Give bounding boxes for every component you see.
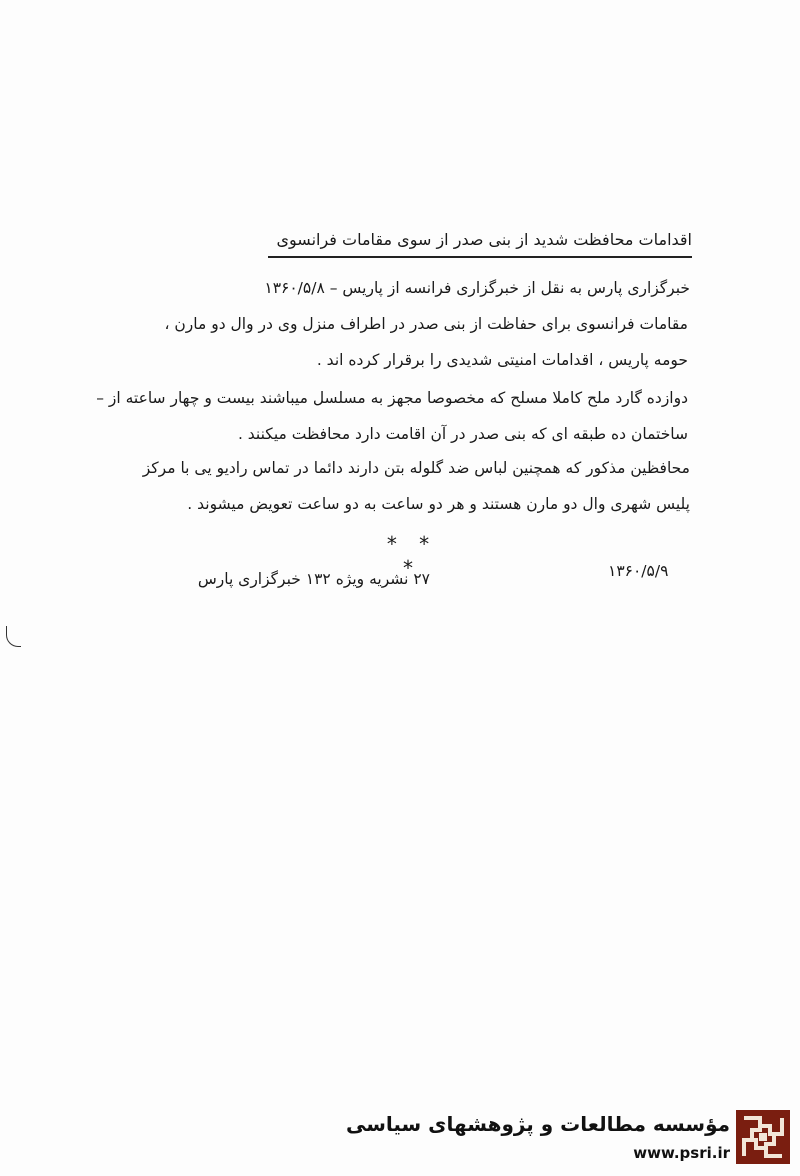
paragraph-1-line-1: مقامات فرانسوی برای حفاظت از بنی صدر در اطراف منزل وی در وال دو مارن ، <box>164 315 688 333</box>
paragraph-3 <box>100 450 690 522</box>
paragraph-2-line-2: ساختمان ده طبقه ای که بنی صدر در آن اقامت دارد محافظت میکنند . <box>237 425 688 443</box>
paragraph-2 <box>98 380 688 452</box>
paragraph-1-line-2: حومه پاریس ، اقدامات امنیتی شدیدی را برقرار کرده اند . <box>316 351 688 369</box>
footer-source: ۲۷ نشریه ویژه ۱۳۲ خبرگزاری پارس <box>197 570 430 588</box>
institute-name: مؤسسه مطالعات و پژوهشهای سیاسی <box>345 1112 730 1136</box>
paragraph-1 <box>98 306 688 378</box>
institute-url: www.psri.ir <box>633 1144 730 1162</box>
document-title: اقدامات محافظت شدید از بنی صدر از سوی مقامات فرانسوی <box>276 230 692 249</box>
footer-date: ۱۳۶۰/۵/۹ <box>608 562 669 580</box>
paragraph-3-line-2: پلیس شهری وال دو مارن هستند و هر دو ساعت به دو ساعت تعویض میشوند . <box>187 495 690 513</box>
paragraph-3-line-1: محافظین مذکور که همچنین لباس ضد گلوله بتن دارند دائما در تماس رادیو یی با مرکز <box>142 459 690 477</box>
title-underline <box>268 256 692 258</box>
institute-watermark <box>345 1106 792 1168</box>
paragraph-2-line-1: دوازده گارد ملح کاملا مسلح که مخصوصا مجهز به مسلسل میباشند بیست و چهار ساعته از – <box>96 389 688 407</box>
separator-stars: * * * <box>386 532 438 580</box>
dateline: خبرگزاری پارس به نقل از خبرگزاری فرانسه از پاریس – ۱۳۶۰/۵/۸ <box>264 279 690 297</box>
institute-logo-icon <box>736 1110 790 1164</box>
margin-pen-mark <box>6 626 21 647</box>
